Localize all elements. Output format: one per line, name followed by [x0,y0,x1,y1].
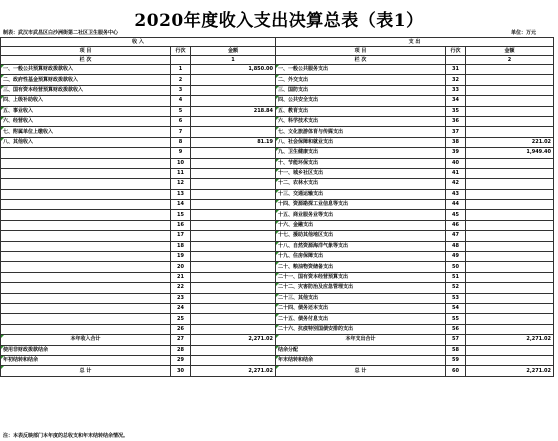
expense-amount [466,189,554,199]
expense-item: 二十五、债务付息支出 [276,314,446,324]
expense-amount [466,303,554,313]
expense-row-number: 38 [446,137,466,147]
income-row-number: 6 [171,116,191,126]
income-amount [191,189,276,199]
expense-amount [466,293,554,303]
income-row-number: 13 [171,189,191,199]
table-row [1,241,554,251]
expense-item: 十八、自然资源海洋气象等支出 [276,241,446,251]
income-item: 五、事业收入 [1,106,171,116]
expense-row-number: 55 [446,314,466,324]
expense-item: 九、卫生健康支出 [276,148,446,158]
expense-row-number: 53 [446,293,466,303]
expense-column-index: 2 [466,56,554,65]
expense-item: 二十一、国有资本经营预算支出 [276,272,446,282]
expense-amount [466,345,554,355]
footnote: 注：本表反映部门本年度的总收支和年末结转结余情况。 [3,433,129,439]
income-item: 本年收入合计 [1,335,171,345]
expense-item: 二十、粮油物资储备支出 [276,262,446,272]
column-index-row [1,56,554,65]
expense-item: 五、教育支出 [276,106,446,116]
income-row-number: 15 [171,210,191,220]
income-row-number: 21 [171,272,191,282]
expense-row-number: 35 [446,106,466,116]
expense-row-number: 37 [446,127,466,137]
table-row [1,314,554,324]
expense-amount [466,127,554,137]
income-item [1,220,171,230]
expense-row-number: 40 [446,158,466,168]
table-row [1,127,554,137]
income-amount [191,252,276,262]
income-item: 总 计 [1,366,171,376]
income-amount: 1,850.00 [191,65,276,75]
expense-row-number: 39 [446,148,466,158]
expense-item: 十五、商业服务业等支出 [276,210,446,220]
expense-row-number: 49 [446,252,466,262]
income-amount [191,210,276,220]
income-item: 四、上级补助收入 [1,96,171,106]
expense-row-number: 34 [446,96,466,106]
expense-row-number: 46 [446,220,466,230]
expense-row-number: 32 [446,75,466,85]
income-amount [191,283,276,293]
income-rowno-header: 行次 [171,47,191,56]
expense-row-number: 52 [446,283,466,293]
table-row [1,96,554,106]
income-column-label: 栏 次 [1,56,171,65]
expense-amount [466,85,554,95]
income-row-number: 11 [171,168,191,178]
expense-row-number: 59 [446,355,466,365]
expense-item: 二十四、债务还本支出 [276,303,446,313]
expense-row-number: 48 [446,241,466,251]
report-title: 2020年度收入支出决算总表（表1） [134,11,424,31]
expense-item: 八、社会保障和就业支出 [276,137,446,147]
expense-amount [466,96,554,106]
income-row-number: 29 [171,355,191,365]
expense-item: 十四、资源勘探工业信息等支出 [276,200,446,210]
income-amount [191,272,276,282]
income-amount: 2,271.02 [191,335,276,345]
expense-amount: 221.02 [466,137,554,147]
income-amount: 218.84 [191,106,276,116]
expense-amount: 1,949.40 [466,148,554,158]
table-row [1,262,554,272]
table-row [1,345,554,355]
table-row [1,210,554,220]
table-row [1,179,554,189]
table-row [1,366,554,376]
expense-row-number: 56 [446,324,466,334]
expense-amount [466,116,554,126]
income-row-number: 19 [171,252,191,262]
income-item: 六、经营收入 [1,116,171,126]
expense-item: 十一、城乡社区支出 [276,168,446,178]
income-item [1,241,171,251]
income-row-number: 25 [171,314,191,324]
income-item: 二、政府性基金预算财政拨款收入 [1,75,171,85]
income-amount [191,116,276,126]
expense-item: 十七、援助其他地区支出 [276,231,446,241]
expense-item: 十、节能环保支出 [276,158,446,168]
income-row-number: 3 [171,85,191,95]
expense-amount [466,158,554,168]
income-row-number: 17 [171,231,191,241]
expense-row-number: 42 [446,179,466,189]
income-row-number: 30 [171,366,191,376]
table-row [1,116,554,126]
income-row-number: 26 [171,324,191,334]
income-item: 使用非财政拨款结余 [1,345,171,355]
expense-item: 十二、农林水支出 [276,179,446,189]
income-row-number: 1 [171,65,191,75]
income-amount [191,345,276,355]
expense-rowno-header: 行次 [446,47,466,56]
expense-row-number: 58 [446,345,466,355]
expense-row-number: 50 [446,262,466,272]
income-row-number: 24 [171,303,191,313]
income-amount-header: 金额 [191,47,276,56]
income-item [1,252,171,262]
income-row-number: 20 [171,262,191,272]
expense-row-number: 41 [446,168,466,178]
income-row-number: 5 [171,106,191,116]
expense-row-number: 60 [446,366,466,376]
expense-item: 十六、金融支出 [276,220,446,230]
income-item [1,314,171,324]
table-row [1,231,554,241]
income-item: 一、一般公共预算财政拨款收入 [1,65,171,75]
expense-item: 二、外交支出 [276,75,446,85]
income-row-number: 14 [171,200,191,210]
expense-item: 七、文化旅游体育与传媒支出 [276,127,446,137]
expense-amount-header: 金额 [466,47,554,56]
income-amount [191,168,276,178]
income-item [1,293,171,303]
income-amount [191,127,276,137]
income-row-number: 12 [171,179,191,189]
income-row-number: 23 [171,293,191,303]
expense-item: 四、公共安全支出 [276,96,446,106]
income-item-header: 项 目 [1,47,171,56]
income-amount [191,179,276,189]
expense-item: 三、国防支出 [276,85,446,95]
expense-item: 六、科学技术支出 [276,116,446,126]
income-item [1,324,171,334]
table-row [1,335,554,345]
expense-amount [466,220,554,230]
expense-item: 本年支出合计 [276,335,446,345]
income-row-number: 8 [171,137,191,147]
income-row-number: 28 [171,345,191,355]
expense-amount [466,262,554,272]
table-row [1,272,554,282]
income-item [1,262,171,272]
expense-row-number: 31 [446,65,466,75]
income-amount [191,96,276,106]
income-item [1,179,171,189]
expense-amount [466,252,554,262]
table-row [1,189,554,199]
expense-row-number: 36 [446,116,466,126]
income-item [1,210,171,220]
income-section-header: 收 入 [1,38,276,47]
income-row-number: 7 [171,127,191,137]
expense-amount [466,283,554,293]
income-amount: 81.19 [191,137,276,147]
expense-item: 十三、交通运输支出 [276,189,446,199]
expense-amount [466,210,554,220]
expense-row-number: 54 [446,303,466,313]
income-item [1,189,171,199]
income-item: 八、其他收入 [1,137,171,147]
income-item [1,303,171,313]
table-row [1,252,554,262]
expense-column-blank [446,56,466,65]
income-row-number: 18 [171,241,191,251]
expense-amount [466,272,554,282]
income-row-number: 9 [171,148,191,158]
income-item [1,168,171,178]
income-amount [191,355,276,365]
income-amount [191,314,276,324]
income-item [1,158,171,168]
column-header-row [1,47,554,56]
expense-item: 十九、住房保障支出 [276,252,446,262]
expense-row-number: 51 [446,272,466,282]
table-row [1,283,554,293]
expense-amount [466,231,554,241]
expense-amount [466,200,554,210]
expense-row-number: 43 [446,189,466,199]
income-amount [191,85,276,95]
income-amount [191,75,276,85]
expense-amount [466,355,554,365]
expense-item: 结余分配 [276,345,446,355]
table-row [1,158,554,168]
expense-item: 二十三、其他支出 [276,293,446,303]
income-item: 七、附属单位上缴收入 [1,127,171,137]
income-row-number: 27 [171,335,191,345]
expense-amount: 2,271.02 [466,335,554,345]
table-row [1,137,554,147]
income-row-number: 22 [171,283,191,293]
expense-row-number: 44 [446,200,466,210]
income-amount [191,231,276,241]
expense-item: 二十二、灾害防治及应急管理支出 [276,283,446,293]
expense-item: 年末结转和结余 [276,355,446,365]
income-amount [191,158,276,168]
table-row [1,106,554,116]
expense-amount [466,314,554,324]
expense-amount [466,65,554,75]
section-header-row [1,38,554,47]
expense-item-header: 项 目 [276,47,446,56]
income-amount [191,200,276,210]
income-row-number: 10 [171,158,191,168]
expense-item: 二十六、抗疫特别国债安排的支出 [276,324,446,334]
income-item [1,283,171,293]
expense-item: 总 计 [276,366,446,376]
income-amount [191,262,276,272]
expense-amount: 2,271.02 [466,366,554,376]
income-row-number: 4 [171,96,191,106]
income-column-blank [171,56,191,65]
expense-item: 一、一般公共服务支出 [276,65,446,75]
table-row [1,200,554,210]
expense-row-number: 45 [446,210,466,220]
table-row [1,65,554,75]
table-row [1,355,554,365]
income-row-number: 16 [171,220,191,230]
expense-column-label: 栏 次 [276,56,446,65]
income-amount [191,293,276,303]
income-amount [191,220,276,230]
income-item [1,272,171,282]
income-amount [191,303,276,313]
compiling-unit: 制表：武汉市武昌区白沙洲街第二社区卫生服务中心 [3,30,119,36]
income-item [1,200,171,210]
expense-row-number: 33 [446,85,466,95]
table-row [1,148,554,158]
table-row [1,85,554,95]
expense-amount [466,106,554,116]
income-amount [191,241,276,251]
income-item [1,148,171,158]
income-amount [191,324,276,334]
expense-amount [466,179,554,189]
currency-unit: 单位：万元 [510,30,536,36]
table-row [1,303,554,313]
income-item [1,231,171,241]
summary-table [0,37,554,377]
expense-row-number: 47 [446,231,466,241]
income-column-index: 1 [191,56,276,65]
income-row-number: 2 [171,75,191,85]
table-row [1,75,554,85]
income-item: 年初结转和结余 [1,355,171,365]
table-row [1,220,554,230]
table-row [1,324,554,334]
expense-amount [466,168,554,178]
table-row [1,168,554,178]
income-amount: 2,271.02 [191,366,276,376]
income-amount [191,148,276,158]
expense-row-number: 57 [446,335,466,345]
table-row [1,293,554,303]
expense-amount [466,324,554,334]
income-item: 三、国有资本经营预算财政拨款收入 [1,85,171,95]
expense-amount [466,75,554,85]
expense-section-header: 支 出 [276,38,554,47]
expense-amount [466,241,554,251]
